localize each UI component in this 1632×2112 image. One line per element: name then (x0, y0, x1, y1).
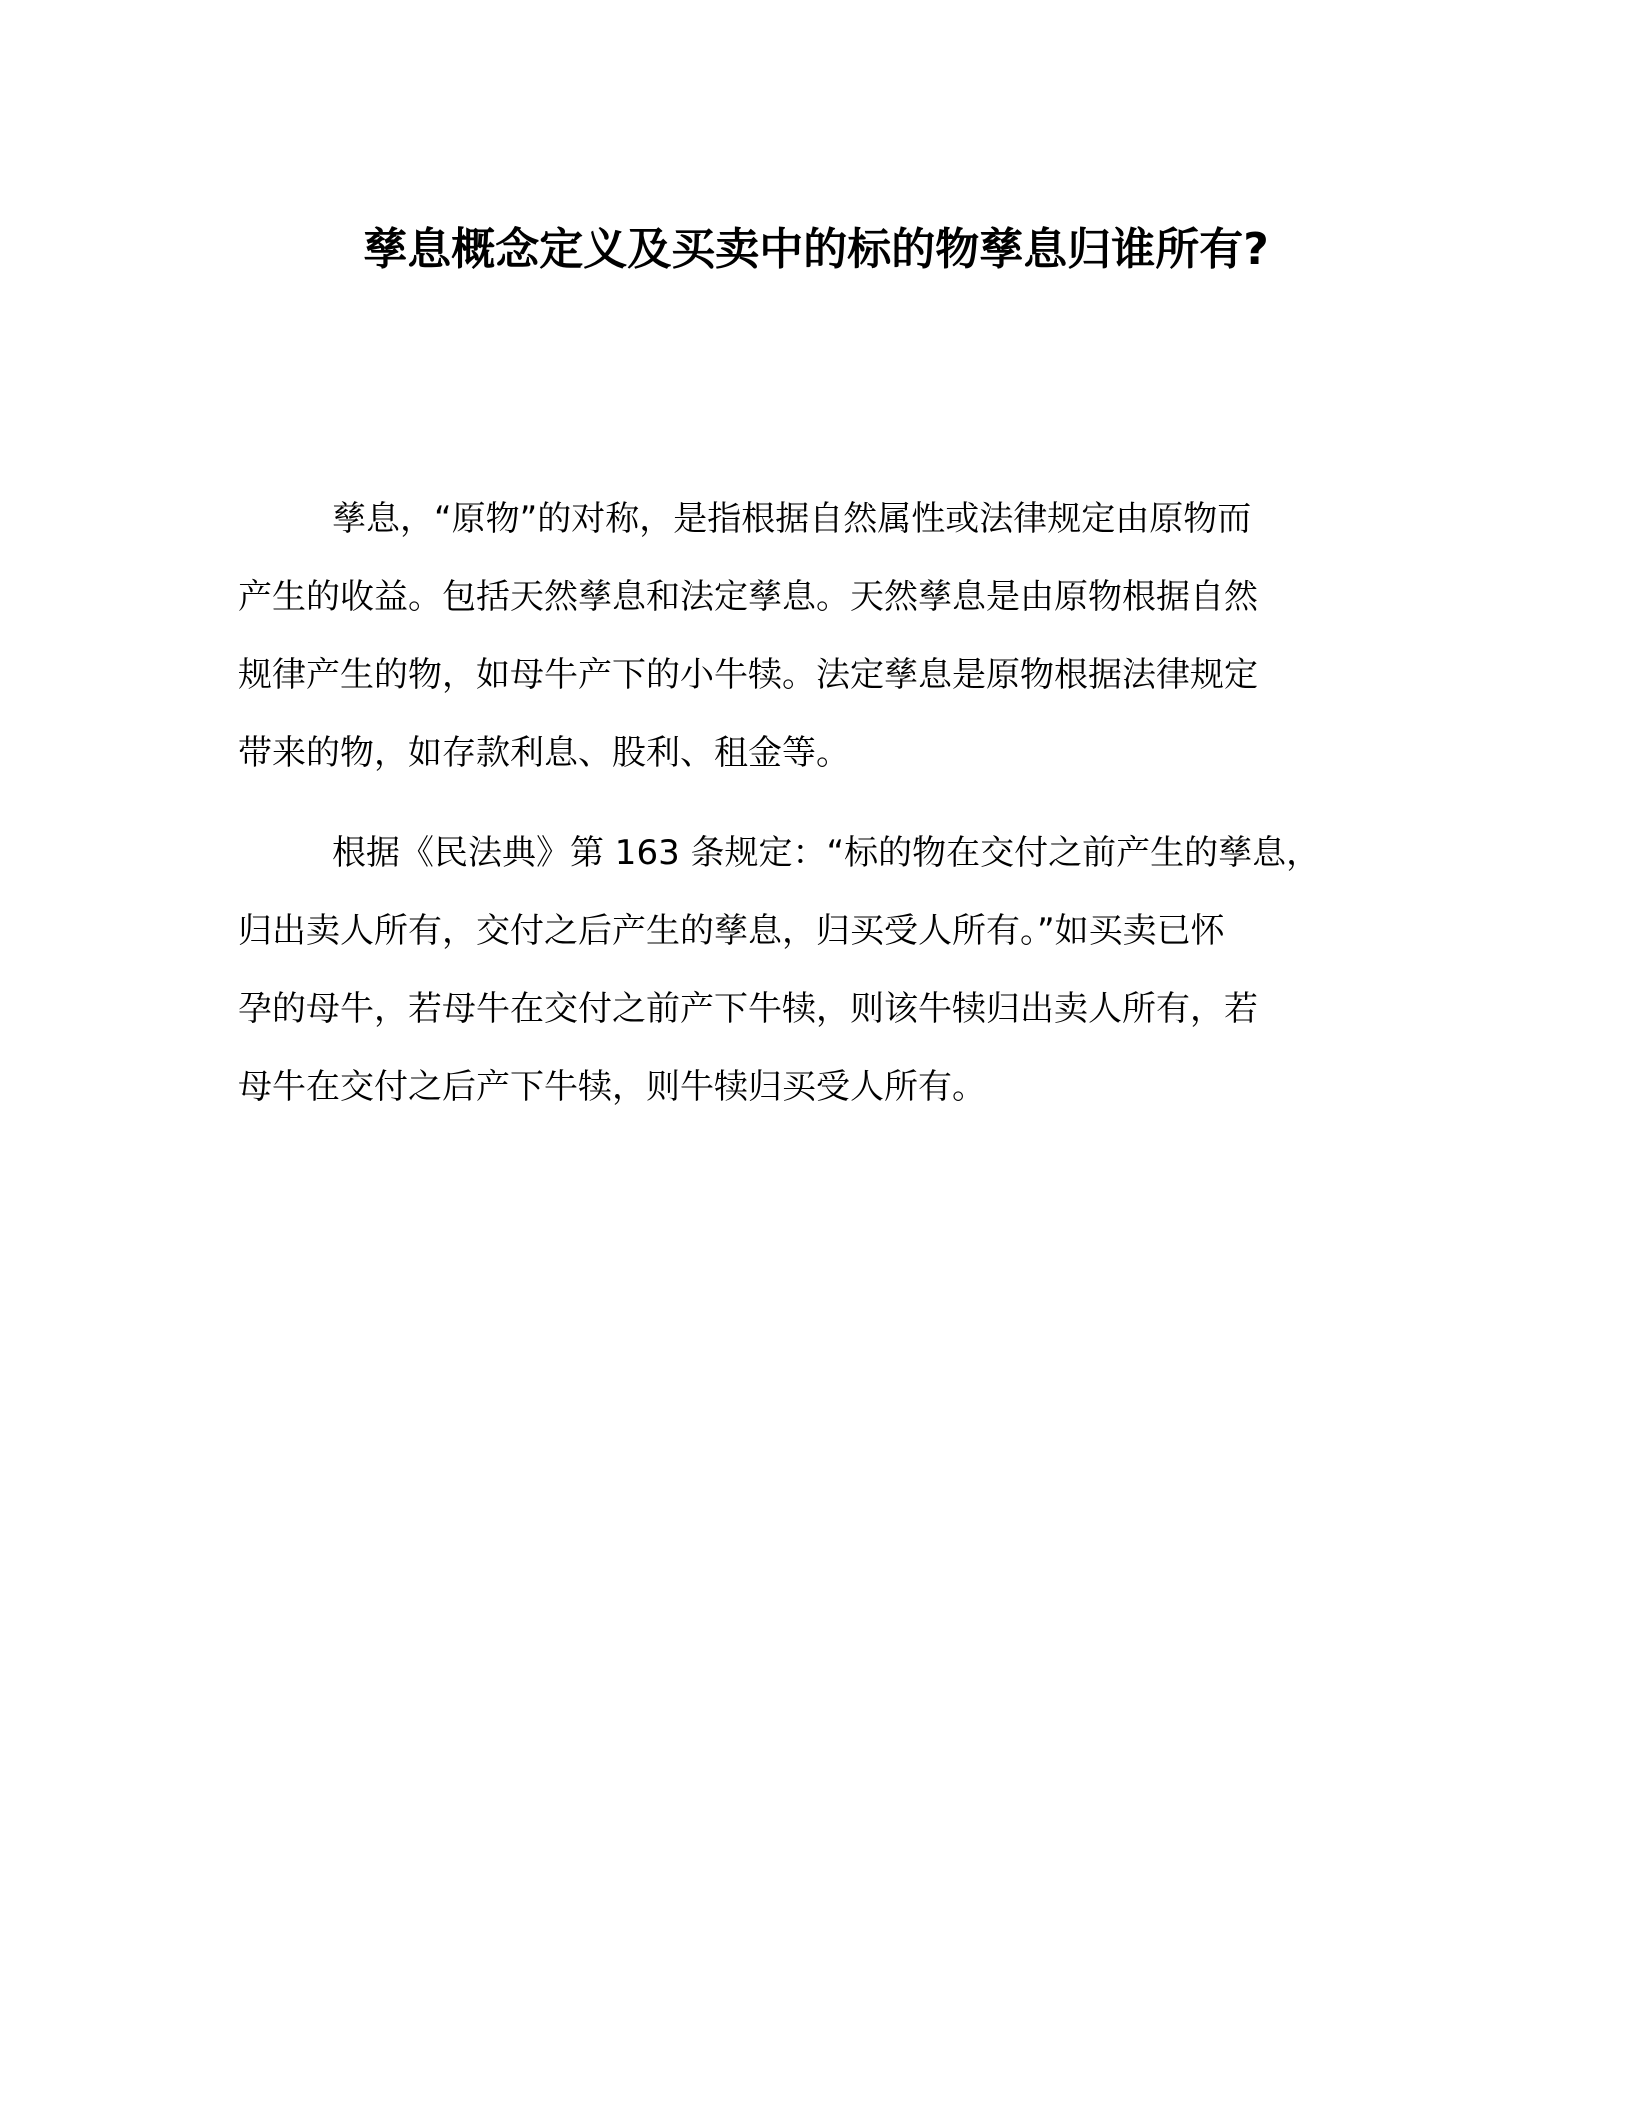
paragraph-line: 母牛在交付之后产下牛犊，则牛犊归买受人所有。 (238, 1067, 986, 1107)
paragraph-civil-code (238, 814, 1408, 1126)
paragraph-line: 规律产生的物，如母牛产下的小牛犊。法定孳息是原物根据法律规定 (238, 655, 1258, 695)
document-title: 孳息概念定义及买卖中的标的物孳息归谁所有? (363, 224, 1269, 275)
paragraph-line: 根据《民法典》第 163 条规定：“标的物在交付之前产生的孳息， (332, 833, 1321, 873)
paragraph-line: 带来的物，如存款利息、股利、租金等。 (238, 733, 850, 773)
paragraph-line: 归出卖人所有，交付之后产生的孳息，归买受人所有。”如买卖已怀 (238, 911, 1225, 951)
paragraph-line: 孕的母牛，若母牛在交付之前产下牛犊，则该牛犊归出卖人所有，若 (238, 989, 1258, 1029)
paragraph-line: 孳息，“原物”的对称，是指根据自然属性或法律规定由原物而 (332, 499, 1252, 539)
paragraph-line: 产生的收益。包括天然孳息和法定孳息。天然孳息是由原物根据自然 (238, 577, 1258, 617)
paragraph-definition (238, 480, 1408, 792)
